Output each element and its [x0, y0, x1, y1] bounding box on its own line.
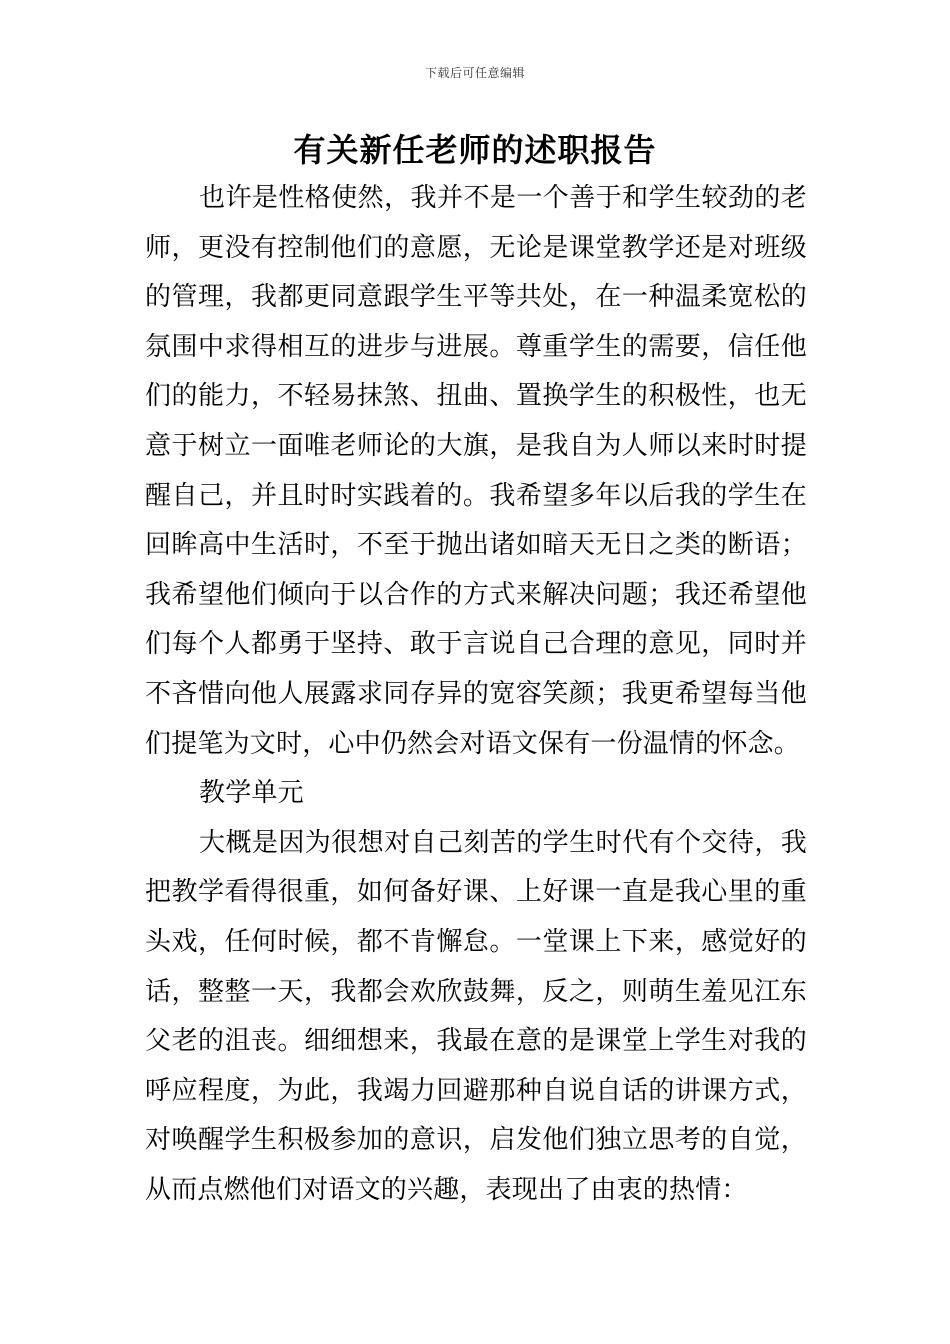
document-body [145, 174, 807, 1215]
paragraph-teaching: 大概是因为很想对自己刻苦的学生时代有个交待，我把教学看得很重，如何备好课、上好课一直是我心里的重头戏，任何时候，都不肯懈怠。一堂课上下来，感觉好的话，整整一天，我都会欢欣鼓舞，反之，则萌生羞见江东父老的沮丧。细细想来，我最在意的是课堂上学生对我的呼应程度，为此，我竭力回避那种自说自话的讲课方式，对唤醒学生积极参加的意识，启发他们独立思考的自觉，从而点燃他们对语文的兴趣，表现出了由衷的热情： [145, 827, 807, 1205]
document-title: 有关新任老师的述职报告 [293, 131, 657, 169]
header-note: 下载后可任意编辑 [424, 66, 525, 80]
section-heading-teaching-unit: 教学单元 [199, 778, 304, 809]
paragraph-intro: 也许是性格使然，我并不是一个善于和学生较劲的老师，更没有控制他们的意愿，无论是课堂教学还是对班级的管理，我都更同意跟学生平等共处，在一种温柔宽松的氛围中求得相互的进步与进展。尊重学生的需要，信任他们的能力，不轻易抹煞、扭曲、置换学生的积极性，也无意于树立一面唯老师论的大旗，是我自为人师以来时时提醒自己，并且时时实践着的。我希望多年以后我的学生在回眸高中生活时，不至于抛出诸如暗天无日之类的断语；我希望他们倾向于以合作的方式来解决问题；我还希望他们每个人都勇于坚持、敢于言说自己合理的意见，同时并不吝惜向他人展露求同存异的宽容笑颜；我更希望每当他们提笔为文时，心中仍然会对语文保有一份温情的怀念。 [145, 183, 807, 759]
